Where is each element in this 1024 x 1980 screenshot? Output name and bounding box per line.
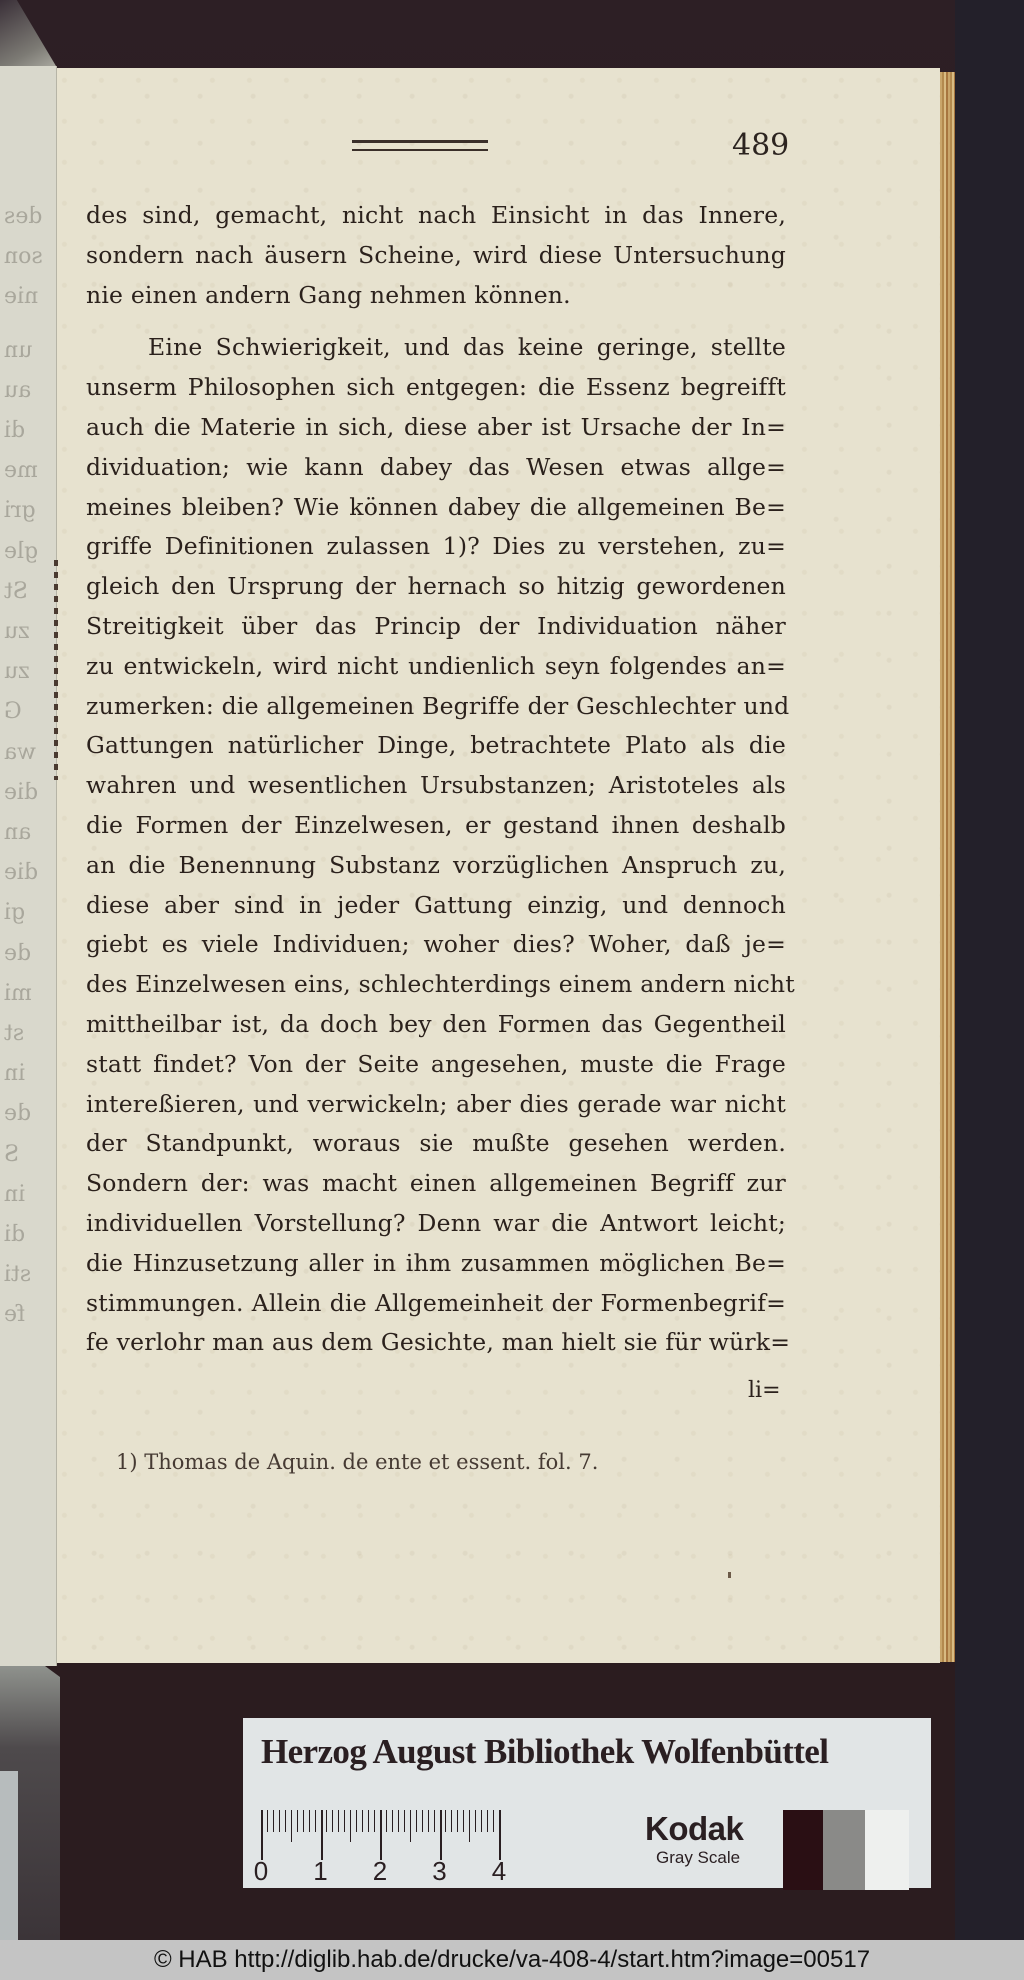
ruler-tick bbox=[374, 1810, 375, 1832]
header-rule bbox=[352, 140, 488, 151]
ruler-tick bbox=[463, 1810, 464, 1832]
ruler-tick bbox=[392, 1810, 393, 1832]
ruler-tick bbox=[428, 1810, 429, 1832]
ghost-text: st bbox=[4, 1021, 25, 1046]
gray-swatch bbox=[865, 1810, 909, 1890]
gray-swatch bbox=[823, 1810, 865, 1890]
ruler-tick bbox=[338, 1810, 339, 1832]
text-line: intereßieren, und verwickeln; aber dies gerade war nicht bbox=[86, 1089, 786, 1118]
text-line: sondern nach äusern Scheine, wird diese Untersuchung bbox=[86, 240, 786, 269]
scale-ruler bbox=[253, 1810, 516, 1886]
ruler-tick bbox=[487, 1810, 488, 1832]
ruler-tick bbox=[493, 1810, 494, 1832]
text-line: dividuation; wie kann dabey das Wesen etwas allge= bbox=[86, 452, 786, 481]
ghost-text: de bbox=[4, 940, 32, 966]
ruler-tick bbox=[267, 1810, 268, 1832]
text-line: nie einen andern Gang nehmen können. bbox=[86, 280, 571, 309]
ruler-tick bbox=[279, 1810, 280, 1832]
ruler-tick bbox=[499, 1810, 501, 1860]
ghost-text: in bbox=[4, 1181, 26, 1207]
ruler-tick bbox=[356, 1810, 357, 1832]
kodak-logo: Kodak bbox=[645, 1810, 744, 1847]
ghost-text: St bbox=[4, 578, 28, 604]
text-line: die Hinzusetzung aller in ihm zusammen möglichen Be= bbox=[86, 1248, 786, 1277]
ghost-text: die bbox=[4, 779, 39, 805]
ghost-text: di bbox=[4, 1222, 26, 1247]
gray-swatch bbox=[783, 1810, 823, 1890]
text-line: giebt es viele Individuen; woher dies? Woher, daß je= bbox=[86, 930, 786, 959]
text-line: Eine Schwierigkeit, und das keine geringe, stellte bbox=[148, 333, 786, 362]
gray-scale-label: Gray Scale bbox=[656, 1848, 741, 1867]
paragraph-gap bbox=[86, 315, 786, 328]
ruler-tick bbox=[309, 1810, 310, 1832]
text-line: mittheilbar ist, da doch bey den Formen das Gegentheil bbox=[86, 1009, 786, 1038]
ghost-text: son bbox=[4, 244, 43, 270]
text-line: griffe Definitionen zulassen 1)? Dies zu verstehen, zu= bbox=[86, 532, 786, 561]
ghost-text: gri bbox=[4, 498, 36, 524]
text-line: Streitigkeit über das Princip der Individuation näher bbox=[86, 611, 786, 640]
ghost-text: fe bbox=[4, 1302, 26, 1328]
text-line: des sind, gemacht, nicht nach Einsicht in das Innere, bbox=[86, 201, 786, 229]
ruler-label: 1 bbox=[313, 1856, 328, 1886]
ruler-tick bbox=[344, 1810, 345, 1832]
ruler-tick bbox=[326, 1810, 327, 1832]
text-line: meines bleiben? Wie können dabey die allgemeinen Be= bbox=[86, 492, 786, 521]
ruler-tick bbox=[273, 1810, 274, 1832]
ghost-text: gi bbox=[4, 900, 26, 926]
ruler-label: 4 bbox=[491, 1856, 507, 1886]
scanner-backdrop-right bbox=[955, 0, 1024, 1940]
text-line: zumerken: die allgemeinen Begriffe der Geschlechter und bbox=[86, 691, 790, 720]
text-line: diese aber sind in jeder Gattung einzig, und dennoch bbox=[86, 890, 786, 919]
color-calibration-card bbox=[243, 1718, 931, 1888]
ruler-tick bbox=[445, 1810, 446, 1832]
text-line: fe verlohr man aus dem Gesichte, man hielt sie für würk= bbox=[86, 1328, 791, 1357]
ruler-tick bbox=[386, 1810, 387, 1832]
ruler-tick bbox=[410, 1810, 411, 1842]
ruler-tick bbox=[315, 1810, 316, 1832]
text-line: gleich den Ursprung der hernach so hitzig gewordenen bbox=[86, 572, 786, 601]
ruler-tick bbox=[350, 1810, 351, 1842]
ruler-tick bbox=[398, 1810, 399, 1832]
text-line: wahren und wesentlichen Ursubstanzen; Aristoteles als bbox=[86, 771, 786, 800]
ghost-text: die bbox=[4, 860, 39, 886]
text-line: Sondern der: was macht einen allgemeinen Begriff zur bbox=[86, 1169, 786, 1198]
text-line: die Formen der Einzelwesen, er gestand ihnen deshalb bbox=[86, 810, 786, 839]
ghost-text: mi bbox=[4, 980, 32, 1006]
ruler-tick bbox=[362, 1810, 363, 1832]
ghost-text: wa bbox=[4, 739, 36, 765]
library-name: Herzog August Bibliothek Wolfenbüttel bbox=[261, 1732, 829, 1771]
ruler-tick bbox=[422, 1810, 423, 1832]
ghost-text: G bbox=[4, 699, 22, 725]
ruler-tick bbox=[291, 1810, 292, 1842]
ghost-text: in bbox=[4, 1061, 26, 1087]
binding-thread-mark bbox=[54, 560, 58, 780]
ghost-text: au bbox=[4, 377, 32, 403]
ruler-tick bbox=[321, 1810, 323, 1860]
previous-page-lower-shadow bbox=[0, 1666, 60, 1940]
ruler-label: 0 bbox=[253, 1856, 269, 1886]
ruler-tick bbox=[434, 1810, 435, 1832]
catchword: li= bbox=[748, 1378, 781, 1403]
ruler-tick bbox=[261, 1810, 263, 1860]
text-line: zu entwickeln, wird nicht undienlich seyn folgendes an= bbox=[86, 651, 786, 680]
previous-page-sliver bbox=[0, 66, 57, 1666]
copyright-footer: © HAB http://diglib.hab.de/drucke/va-408-4/start.htm?image=00517 bbox=[0, 1940, 1024, 1980]
ruler-tick bbox=[303, 1810, 304, 1832]
text-line: stimmungen. Allein die Allgemeinheit der Formenbegrif= bbox=[86, 1288, 786, 1317]
ghost-text: an bbox=[4, 820, 32, 845]
ghost-text: nie bbox=[4, 284, 39, 310]
ghost-text: gle bbox=[4, 538, 39, 564]
ghost-text: de bbox=[4, 1101, 32, 1127]
ghost-text: di bbox=[4, 418, 26, 443]
text-line: unserm Philosophen sich entgegen: die Essenz begreifft bbox=[86, 373, 786, 402]
ruler-tick bbox=[416, 1810, 417, 1832]
page-fore-edge bbox=[940, 72, 955, 1662]
page-number: 489 bbox=[732, 128, 790, 163]
ruler-label: 3 bbox=[432, 1856, 447, 1886]
previous-card-edge bbox=[0, 1771, 18, 1951]
ruler-label: 2 bbox=[372, 1856, 388, 1886]
ruler-tick bbox=[469, 1810, 470, 1842]
ruler-tick bbox=[481, 1810, 482, 1832]
ghost-text: des bbox=[4, 204, 43, 229]
ruler-tick bbox=[285, 1810, 286, 1832]
ruler-tick bbox=[451, 1810, 452, 1832]
ruler-tick bbox=[380, 1810, 382, 1860]
text-line: auch die Materie in sich, diese aber ist Ursache der In= bbox=[86, 412, 786, 441]
ruler-tick bbox=[404, 1810, 405, 1832]
ghost-text: un bbox=[4, 337, 33, 363]
ghost-text: zu bbox=[4, 659, 30, 685]
footnote: 1) Thomas de Aquin. de ente et essent. fol. 7. bbox=[116, 1450, 599, 1474]
ruler-tick bbox=[297, 1810, 298, 1832]
ruler-tick bbox=[475, 1810, 476, 1832]
text-line: statt findet? Von der Seite angesehen, muste die Frage bbox=[86, 1049, 786, 1078]
ghost-text: me bbox=[4, 458, 38, 484]
ghost-text: S bbox=[4, 1141, 20, 1167]
ruler-tick bbox=[368, 1810, 369, 1832]
ruler-tick bbox=[332, 1810, 333, 1832]
text-line: des Einzelwesen eins, schlechterdings einem andern nicht bbox=[86, 970, 795, 999]
text-line: an die Benennung Substanz vorzüglichen Anspruch zu, bbox=[86, 850, 786, 879]
ruler-tick bbox=[440, 1810, 442, 1860]
text-line: der Standpunkt, woraus sie mußte gesehen werden. bbox=[86, 1129, 786, 1158]
text-line: individuellen Vorstellung? Denn war die Antwort leicht; bbox=[86, 1208, 786, 1237]
body-text bbox=[86, 196, 795, 1363]
ghost-text: zu bbox=[4, 619, 30, 644]
ruler-tick bbox=[457, 1810, 458, 1832]
ghost-text: sti bbox=[4, 1262, 32, 1288]
text-line: Gattungen natürlicher Dinge, betrachtete Plato als die bbox=[86, 731, 786, 760]
page-speck bbox=[728, 1572, 731, 1578]
